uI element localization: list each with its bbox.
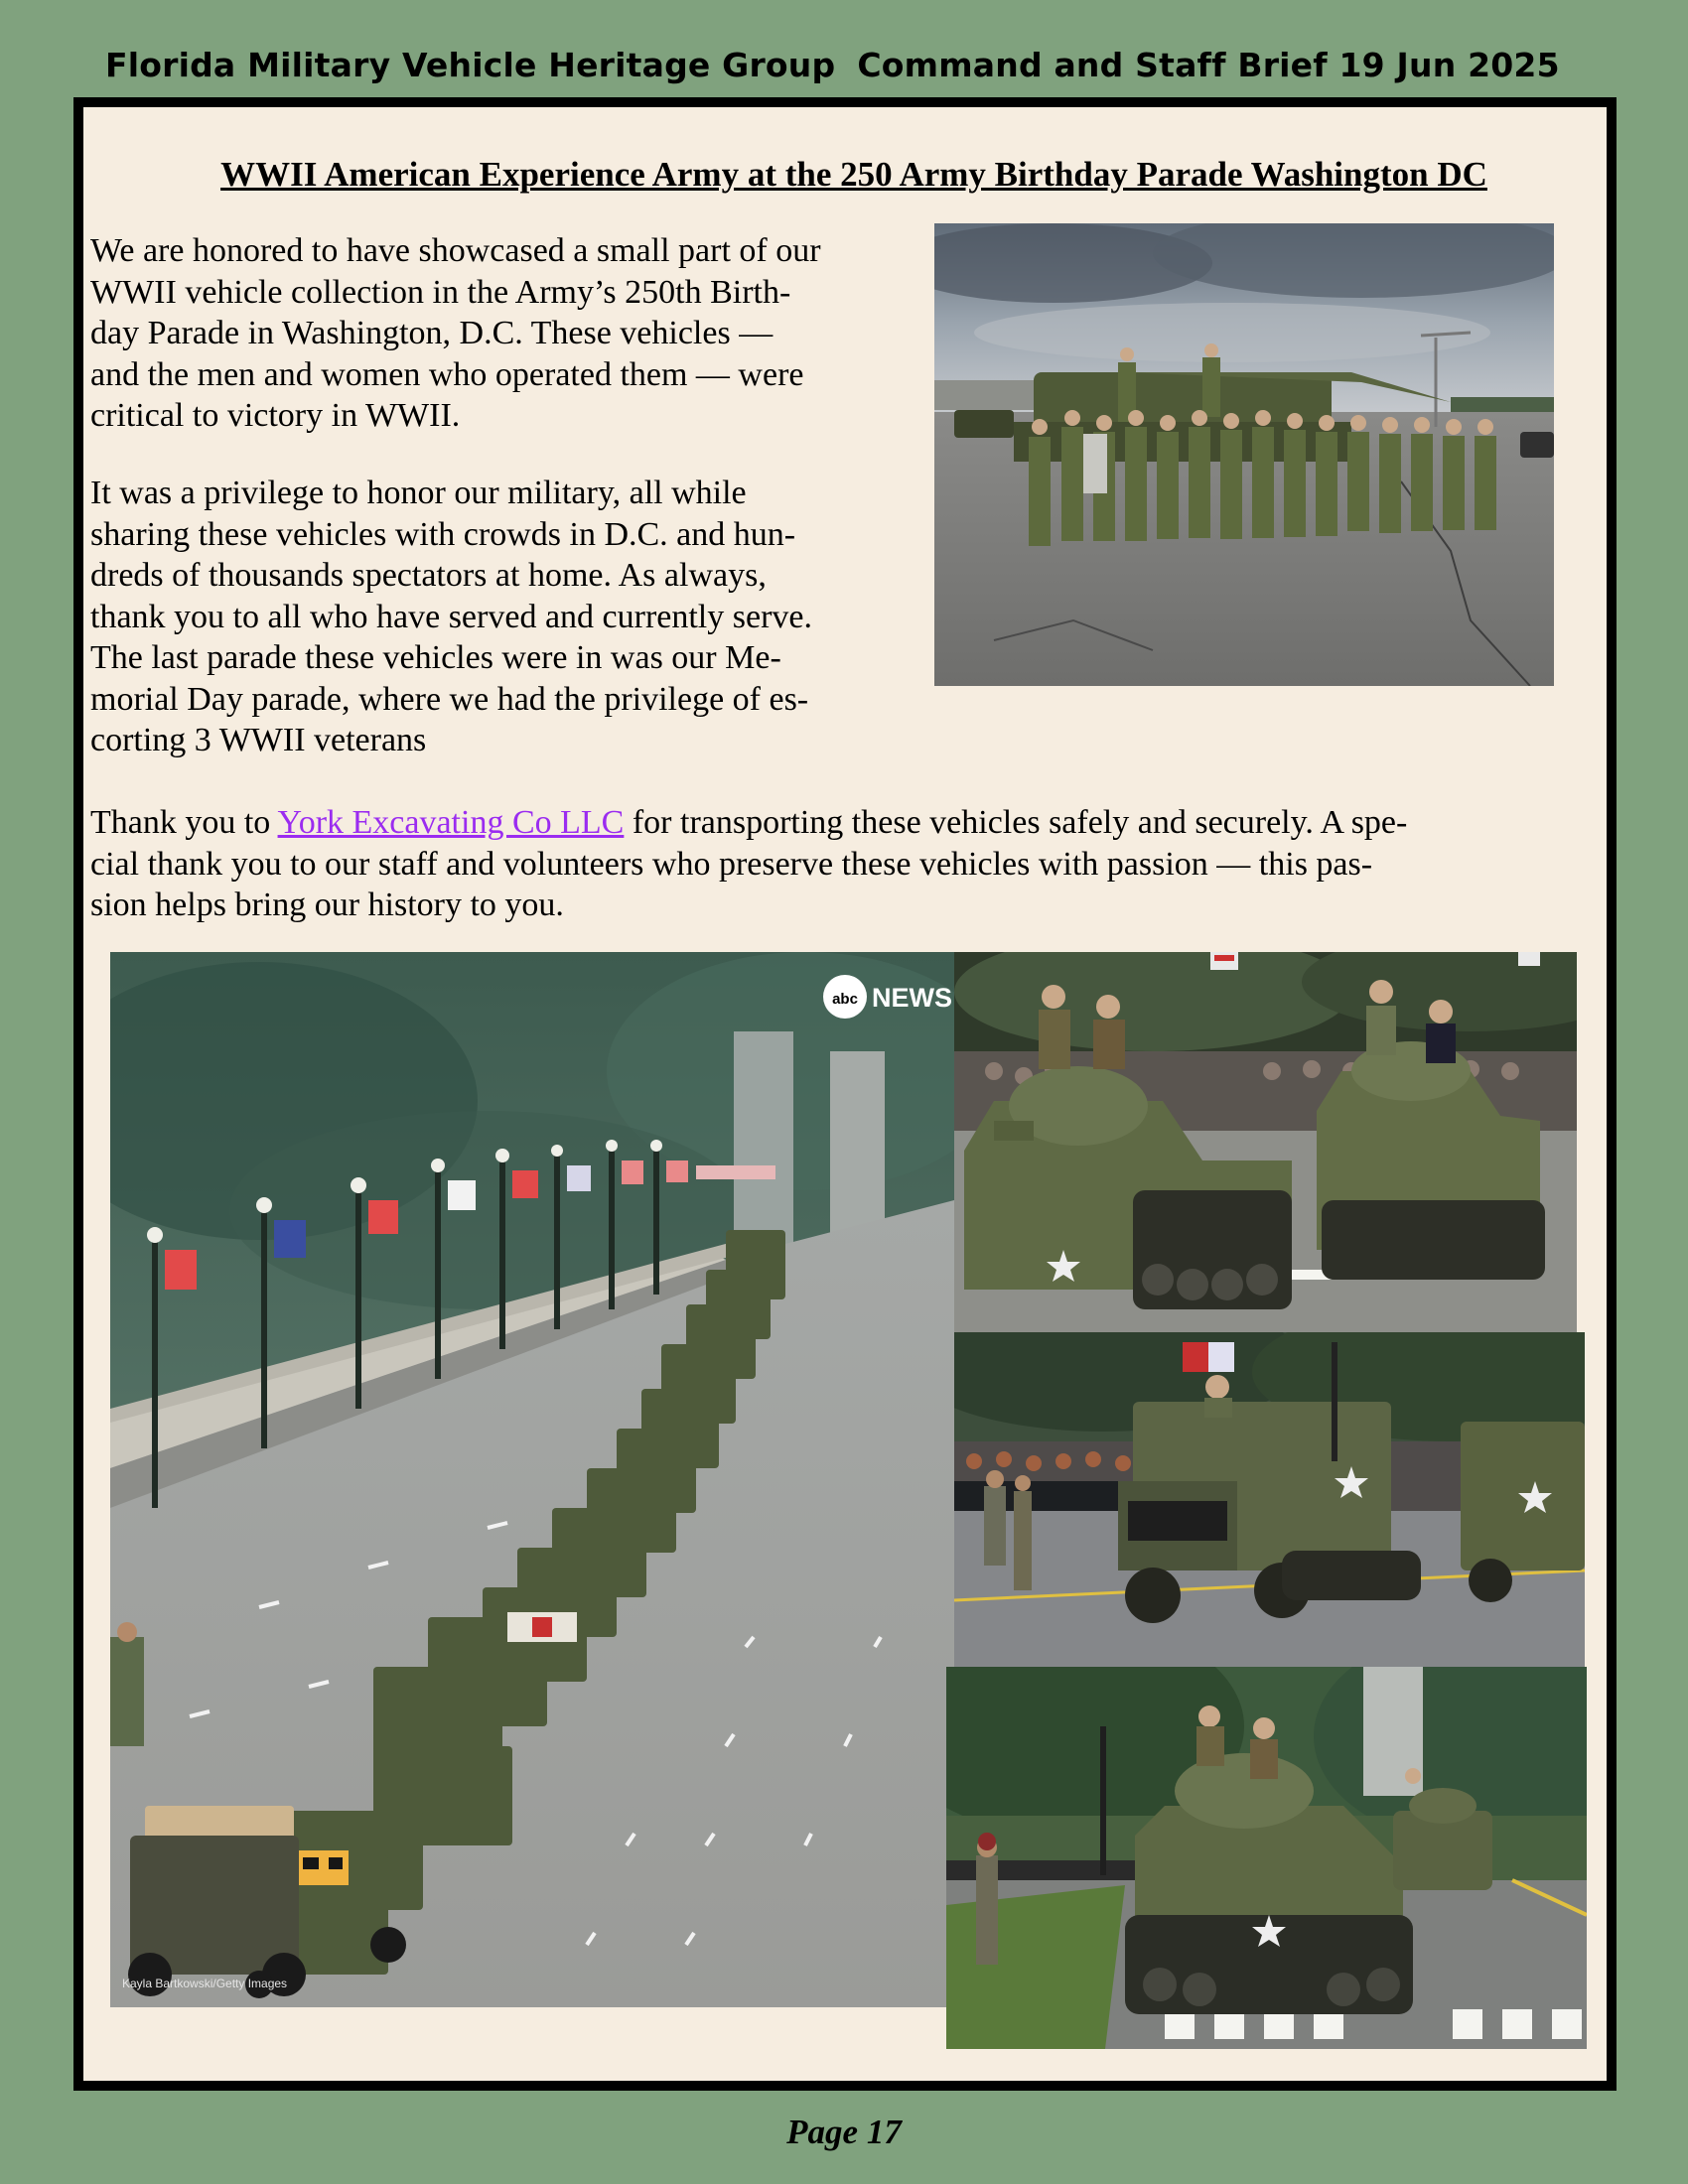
paragraph-intro	[90, 230, 944, 437]
abc-badge-text: abc	[832, 991, 858, 1008]
halftrack-parade-photo	[954, 1332, 1585, 1667]
text-line: WWII vehicle collection in the Army’s 250th Birth-	[90, 273, 791, 311]
paragraph-thanks	[90, 802, 1610, 926]
bridge-convoy-photo	[110, 952, 954, 2007]
page-number: Page 17	[786, 2113, 902, 2151]
text-line: thank you to all who have served and currently serve.	[90, 598, 812, 635]
crew-group-photo	[934, 223, 1554, 686]
text-line: critical to victory in WWII.	[90, 397, 461, 434]
news-logo-text: NEWS	[872, 983, 952, 1013]
page-header	[105, 46, 1595, 89]
text-line: cial thank you to our staff and volunteers who preserve these vehicles with passion — this pas-	[90, 845, 1373, 883]
content-panel	[83, 107, 1607, 2081]
tanks-parade-photo	[954, 952, 1577, 1332]
content-frame	[73, 97, 1617, 2091]
article-title: WWII American Experience Army at the 250 Army Birthday Parade Washington DC	[220, 155, 1487, 194]
text-line: The last parade these vehicles were in was our Me-	[90, 639, 781, 676]
text-line	[90, 802, 1610, 844]
text-line: corting 3 WWII veterans	[90, 722, 427, 758]
paragraph-privilege	[90, 473, 944, 761]
york-excavating-link[interactable]: York Excavating Co LLC	[277, 804, 625, 841]
header-brief: Command and Staff Brief 19 Jun 2025	[857, 46, 1560, 84]
thanks-prefix: Thank you to	[90, 804, 278, 841]
text-line: dreds of thousands spectators at home. As always,	[90, 557, 767, 594]
text-line: It was a privilege to honor our military, all while	[90, 475, 747, 511]
header-org: Florida Military Vehicle Heritage Group	[105, 46, 836, 84]
text-line: morial Day parade, where we had the privilege of es-	[90, 680, 809, 718]
text-line: We are honored to have showcased a small part of our	[90, 232, 821, 269]
sherman-road-photo	[946, 1667, 1587, 2049]
text-line: and the men and women who operated them — were	[90, 355, 804, 393]
text-line: sion helps bring our history to you.	[90, 887, 564, 923]
photo-credit: Kayla Bartkowski/Getty Images	[122, 1977, 288, 1990]
thanks-rest: for transporting these vehicles safely and securely. A spe-	[624, 804, 1408, 841]
text-line: day Parade in Washington, D.C. These vehicles —	[90, 315, 774, 351]
text-line: sharing these vehicles with crowds in D.C. and hun-	[90, 515, 796, 553]
